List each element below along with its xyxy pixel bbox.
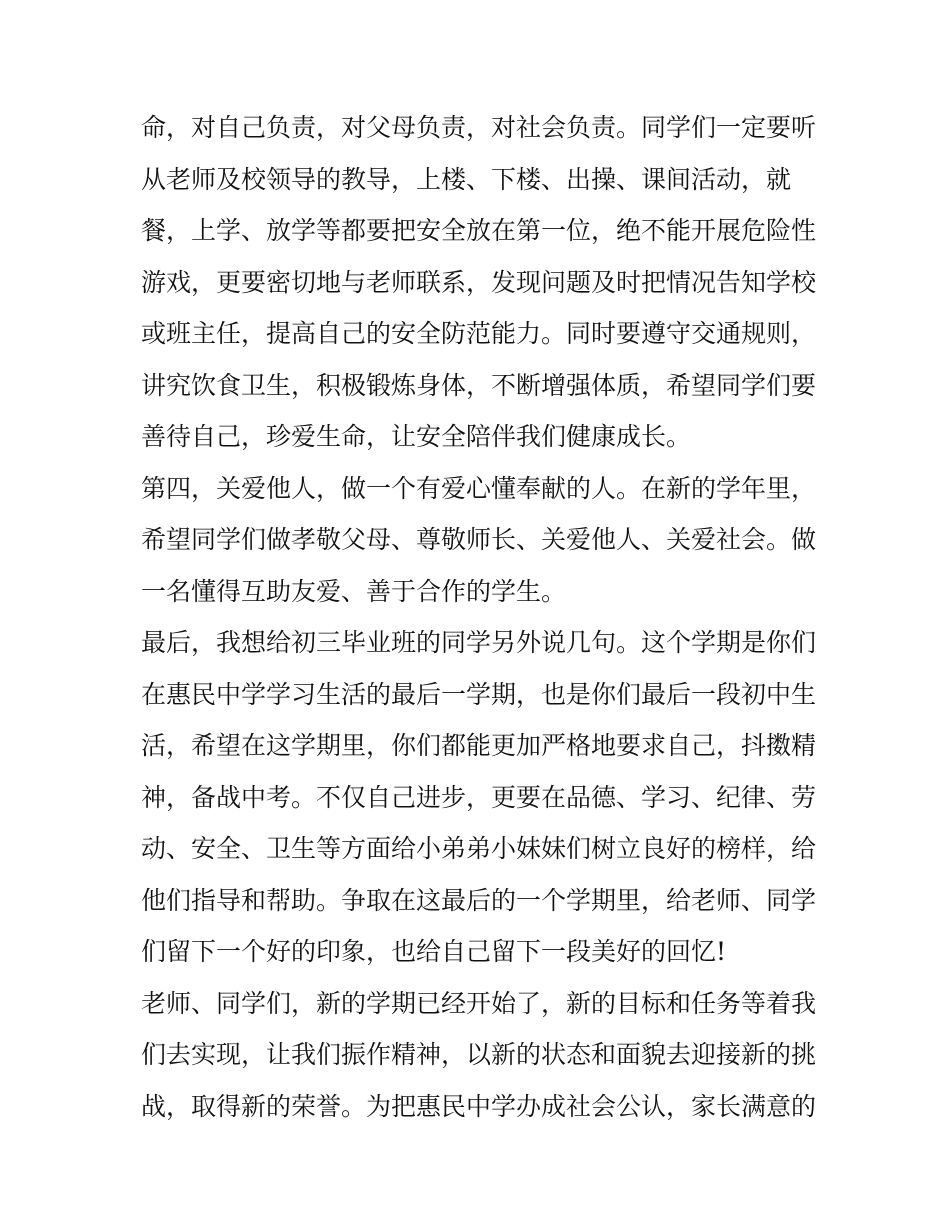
text-line: 神，备战中考。不仅自己进步，更要在品德、学习、纪律、劳 <box>141 782 817 812</box>
text-line: 在惠民中学学习生活的最后一学期，也是你们最后一段初中生 <box>141 679 817 709</box>
text-line: 们去实现，让我们振作精神，以新的状态和面貌去迎接新的挑 <box>141 1040 817 1069</box>
text-line: 讲究饮食卫生，积极锻炼身体，不断增强体质，希望同学们要 <box>141 370 817 400</box>
text-line: 餐，上学、放学等都要把安全放在第一位，绝不能开展危险性 <box>141 216 817 245</box>
text-line: 动、安全、卫生等方面给小弟弟小妹妹们树立良好的榜样，给 <box>141 834 817 863</box>
text-line: 活，希望在这学期里，你们都能更加严格地要求自己，抖擞精 <box>141 731 817 760</box>
text-line: 最后，我想给初三毕业班的同学另外说几句。这个学期是你们 <box>141 628 817 657</box>
body-text <box>141 102 821 1132</box>
text-line: 他们指导和帮助。争取在这最后的一个学期里，给老师、同学 <box>141 885 817 915</box>
text-line: 或班主任，提高自己的安全防范能力。同时要遵守交通规则， <box>141 319 817 348</box>
text-line: 游戏，更要密切地与老师联系，发现问题及时把情况告知学校 <box>141 267 817 297</box>
text-line: 从老师及校领导的教导，上楼、下楼、出操、课间活动，就 <box>141 164 792 194</box>
text-line: 希望同学们做孝敬父母、尊敬师长、关爱他人、关爱社会。做 <box>141 525 817 554</box>
text-line: 一名懂得互助友爱、善于合作的学生。 <box>141 576 567 606</box>
text-line: 第四，关爱他人，做一个有爱心懂奉献的人。在新的学年里， <box>141 473 817 503</box>
text-line: 战，取得新的荣誉。为把惠民中学办成社会公认，家长满意的 <box>141 1091 817 1121</box>
text-line: 老师、同学们，新的学期已经开始了，新的目标和任务等着我 <box>141 988 817 1018</box>
text-line: 命，对自己负责，对父母负责，对社会负责。同学们一定要听 <box>141 113 817 142</box>
text-line: 们留下一个好的印象，也给自己留下一段美好的回忆! <box>141 937 727 966</box>
text-line: 善待自己，珍爱生命，让安全陪伴我们健康成长。 <box>141 422 692 451</box>
